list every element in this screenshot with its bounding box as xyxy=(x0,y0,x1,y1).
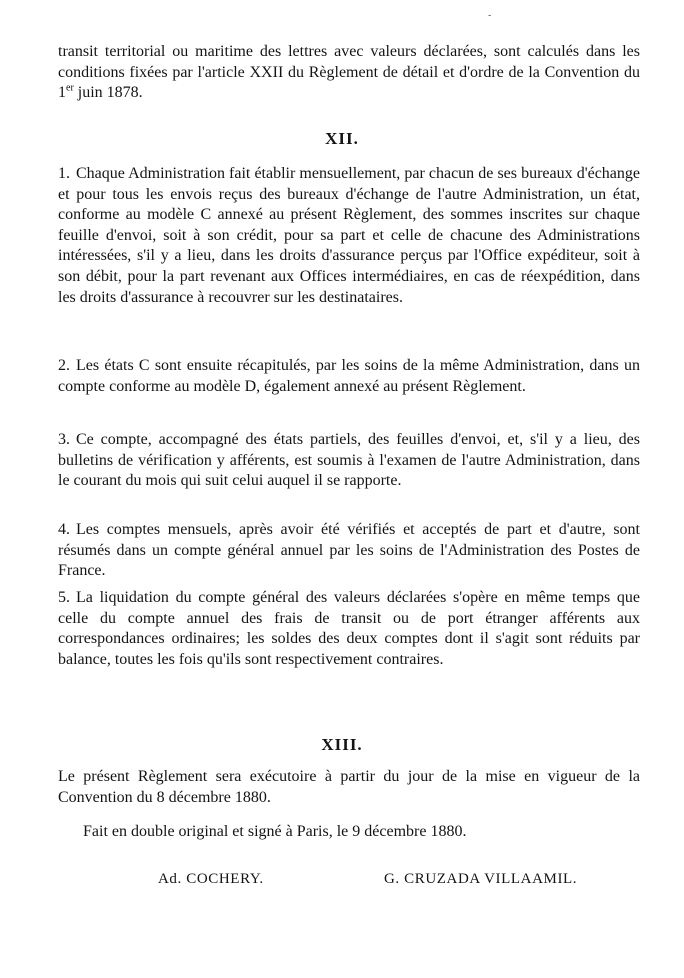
paragraph-text: Chaque Administration fait établir mensuellement, par chacun de ses bureaux d'échange et pour tous les envois reçus des bureaux d'échange de l'autre Administration, un état, conforme au modèle C annexé au présent Règlement, des sommes inscrites sur chaque feuille d'envoi, soit à son crédit, pour sa part et celle de chacune des Administrations intéressées, s'il y a lieu, dans les droits d'assurance perçus par l'Office expéditeur, soit à son débit, pour la part revenant aux Offices intermédiaires, en cas de réexpédition, dans les droits d'assurance à recouvrer sur les destinataires. xyxy=(58,165,640,306)
paragraph-number: 3. xyxy=(58,431,70,448)
continuation-text-end: juin 1878. xyxy=(73,84,143,102)
article-xii-paragraph-2 xyxy=(58,356,640,397)
paragraph-text: La liquidation du compte général des valeurs déclarées s'opère en même temps que celle du compte annuel des frais de transit ou de port étranger afférents aux correspondances ordinaires; les soldes des deux comptes dont il s'agit sont réduits par balance, toutes les fois qu'ils sont respectivement contraires. xyxy=(58,589,640,668)
paragraph-number: 4. xyxy=(58,521,70,538)
signature-left: Ad. COCHERY. xyxy=(158,871,264,887)
paragraph-number: 2. xyxy=(58,357,70,374)
section-heading-xiii: XIII. xyxy=(321,735,363,754)
section-heading-xii: XII. xyxy=(325,129,359,148)
article-xii-paragraph-5 xyxy=(58,588,640,670)
article-xii-paragraph-3 xyxy=(58,430,640,492)
article-xiii-paragraph: Le présent Règlement sera exécutoire à partir du jour de la mise en vigueur de la Convention du 8 décembre 1880. xyxy=(58,768,640,806)
paragraph-text: Les états C sont ensuite récapitulés, par les soins de la même Administration, dans un compte conforme au modèle D, également annexé au présent Règlement. xyxy=(58,357,640,395)
continuation-paragraph xyxy=(58,42,640,104)
ordinal-superscript: er xyxy=(66,82,74,94)
paragraph-text: Ce compte, accompagné des états partiels, des feuilles d'envoi, et, s'il y a lieu, des bulletins de vérification y afférents, est soumis à l'examen de l'autre Administration, dans le courant du mois qui suit celui auquel il se rapporte. xyxy=(58,431,640,490)
paragraph-number: 1. xyxy=(58,165,70,182)
signature-right: G. CRUZADA VILLAAMIL. xyxy=(384,871,578,887)
scan-mark: - xyxy=(488,10,492,21)
article-xii-paragraph-4 xyxy=(58,520,640,582)
closing-date-line: Fait en double original et signé à Paris, le 9 décembre 1880. xyxy=(83,823,467,840)
article-xii-paragraph-1 xyxy=(58,164,640,308)
continuation-text: transit territorial ou maritime des lettres avec valeurs déclarées, sont calculés dans les conditions fixées par l'article XXII du Règlement de détail et d'ordre de la Convention du 1 xyxy=(58,43,640,102)
paragraph-number: 5. xyxy=(58,589,70,606)
paragraph-text: Les comptes mensuels, après avoir été vérifiés et acceptés de part et d'autre, sont résumés dans un compte général annuel par les soins de l'Administration des Postes de France. xyxy=(58,521,640,580)
